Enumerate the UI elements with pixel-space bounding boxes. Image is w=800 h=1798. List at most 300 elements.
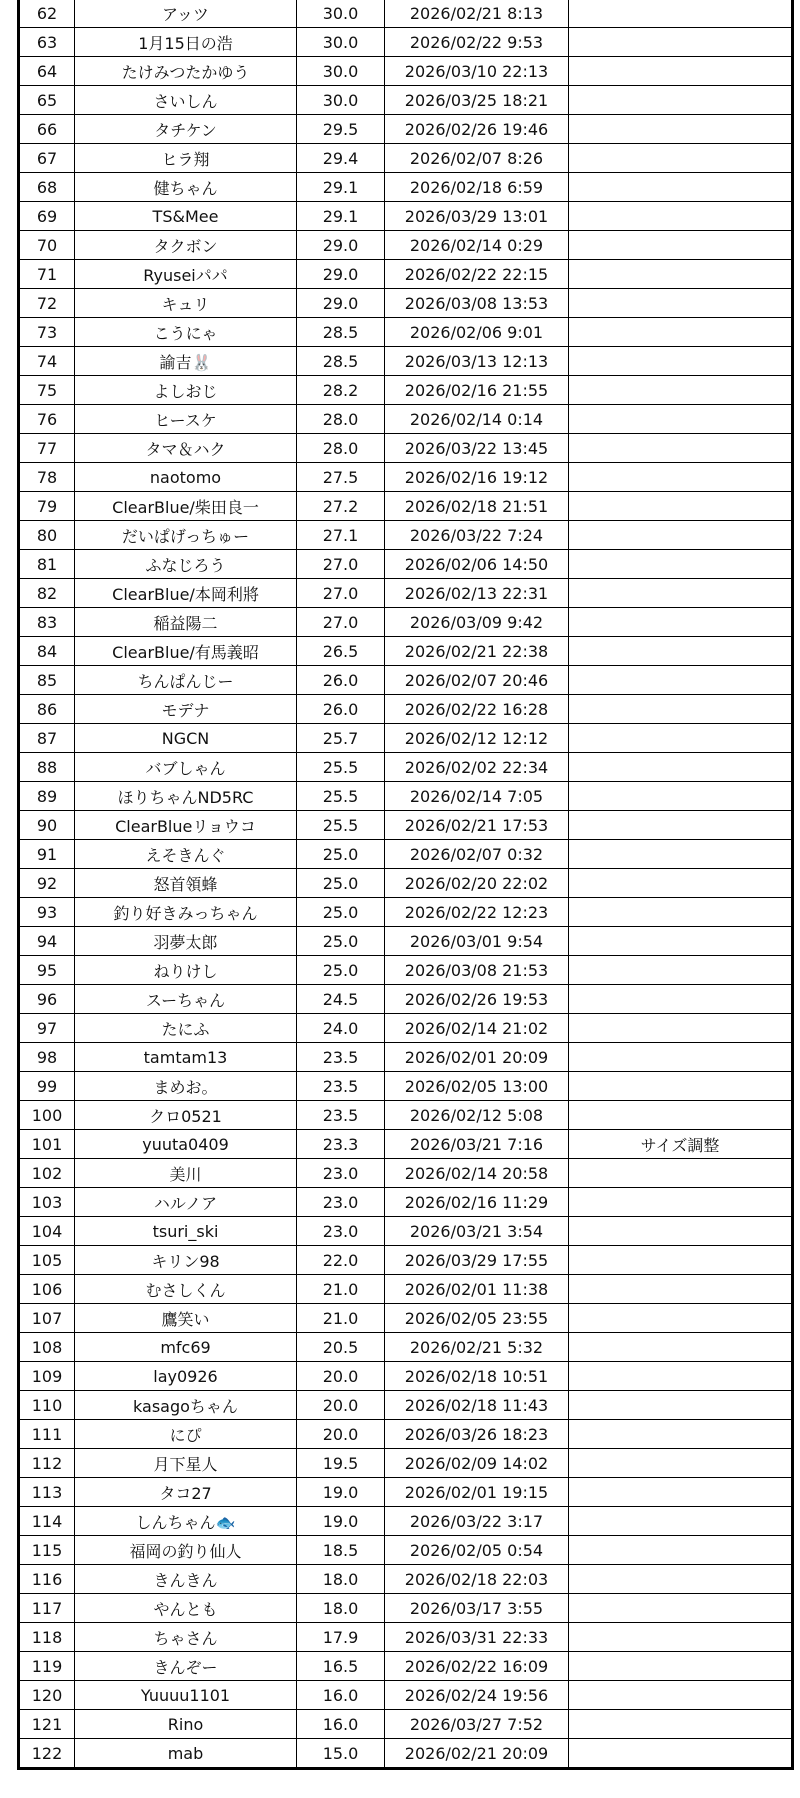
rank-cell: 62 [19, 0, 75, 28]
rank-cell: 88 [19, 753, 75, 782]
note-cell [569, 202, 793, 231]
datetime-cell: 2026/03/13 12:13 [385, 347, 569, 376]
table-row [19, 28, 793, 57]
angler-name-cell: Ryuseiパパ [75, 260, 297, 289]
note-cell [569, 492, 793, 521]
size-cell: 20.0 [297, 1420, 385, 1449]
note-cell [569, 1681, 793, 1710]
rank-cell: 102 [19, 1159, 75, 1188]
angler-name-cell: クロ0521 [75, 1101, 297, 1130]
size-cell: 24.5 [297, 985, 385, 1014]
note-cell [569, 115, 793, 144]
size-cell: 20.0 [297, 1391, 385, 1420]
datetime-cell: 2026/03/17 3:55 [385, 1594, 569, 1623]
datetime-cell: 2026/03/22 13:45 [385, 434, 569, 463]
datetime-cell: 2026/02/05 13:00 [385, 1072, 569, 1101]
note-cell [569, 434, 793, 463]
angler-name-cell: ClearBlue/柴田良一 [75, 492, 297, 521]
size-cell: 21.0 [297, 1304, 385, 1333]
rank-cell: 64 [19, 57, 75, 86]
note-cell [569, 1594, 793, 1623]
rank-cell: 68 [19, 173, 75, 202]
size-cell: 23.5 [297, 1043, 385, 1072]
size-cell: 20.0 [297, 1362, 385, 1391]
note-cell [569, 811, 793, 840]
size-cell: 19.0 [297, 1507, 385, 1536]
datetime-cell: 2026/02/22 16:09 [385, 1652, 569, 1681]
size-cell: 24.0 [297, 1014, 385, 1043]
datetime-cell: 2026/02/26 19:46 [385, 115, 569, 144]
datetime-cell: 2026/03/21 7:16 [385, 1130, 569, 1159]
datetime-cell: 2026/03/27 7:52 [385, 1710, 569, 1739]
size-cell: 25.0 [297, 927, 385, 956]
datetime-cell: 2026/02/18 21:51 [385, 492, 569, 521]
angler-name-cell: 月下星人 [75, 1449, 297, 1478]
angler-name-cell: タコ27 [75, 1478, 297, 1507]
size-cell: 19.0 [297, 1478, 385, 1507]
rank-cell: 116 [19, 1565, 75, 1594]
angler-name-cell: Rino [75, 1710, 297, 1739]
note-cell [569, 1536, 793, 1565]
table-row [19, 1420, 793, 1449]
size-cell: 27.0 [297, 608, 385, 637]
rank-cell: 105 [19, 1246, 75, 1275]
datetime-cell: 2026/02/01 11:38 [385, 1275, 569, 1304]
angler-name-cell: ハルノア [75, 1188, 297, 1217]
size-cell: 27.0 [297, 579, 385, 608]
table-row [19, 1507, 793, 1536]
note-cell [569, 1101, 793, 1130]
datetime-cell: 2026/02/22 12:23 [385, 898, 569, 927]
note-cell [569, 1449, 793, 1478]
rank-cell: 72 [19, 289, 75, 318]
datetime-cell: 2026/03/09 9:42 [385, 608, 569, 637]
size-cell: 21.0 [297, 1275, 385, 1304]
rank-cell: 85 [19, 666, 75, 695]
table-row [19, 579, 793, 608]
note-cell [569, 1391, 793, 1420]
note-cell: サイズ調整 [569, 1130, 793, 1159]
angler-name-cell: きんきん [75, 1565, 297, 1594]
angler-name-cell: タクボン [75, 231, 297, 260]
note-cell [569, 1739, 793, 1769]
size-cell: 29.1 [297, 173, 385, 202]
size-cell: 22.0 [297, 1246, 385, 1275]
angler-name-cell: ちゃさん [75, 1623, 297, 1652]
angler-name-cell: キュリ [75, 289, 297, 318]
datetime-cell: 2026/02/02 22:34 [385, 753, 569, 782]
table-row [19, 1275, 793, 1304]
size-cell: 29.5 [297, 115, 385, 144]
table-row [19, 608, 793, 637]
size-cell: 28.5 [297, 347, 385, 376]
datetime-cell: 2026/02/14 0:14 [385, 405, 569, 434]
datetime-cell: 2026/03/01 9:54 [385, 927, 569, 956]
angler-name-cell: 福岡の釣り仙人 [75, 1536, 297, 1565]
size-cell: 28.0 [297, 405, 385, 434]
note-cell [569, 985, 793, 1014]
angler-name-cell: たけみつたかゆう [75, 57, 297, 86]
size-cell: 15.0 [297, 1739, 385, 1769]
angler-name-cell: ヒースケ [75, 405, 297, 434]
angler-name-cell: しんちゃん🐟 [75, 1507, 297, 1536]
note-cell [569, 144, 793, 173]
rank-cell: 92 [19, 869, 75, 898]
note-cell [569, 1217, 793, 1246]
table-row [19, 1449, 793, 1478]
angler-name-cell: こうにゃ [75, 318, 297, 347]
angler-name-cell: にぴ [75, 1420, 297, 1449]
rank-cell: 101 [19, 1130, 75, 1159]
rank-cell: 117 [19, 1594, 75, 1623]
rank-cell: 118 [19, 1623, 75, 1652]
datetime-cell: 2026/03/22 7:24 [385, 521, 569, 550]
angler-name-cell: ちんぱんじー [75, 666, 297, 695]
note-cell [569, 318, 793, 347]
angler-name-cell: 諭吉🐰 [75, 347, 297, 376]
rank-cell: 103 [19, 1188, 75, 1217]
angler-name-cell: tsuri_ski [75, 1217, 297, 1246]
table-row [19, 86, 793, 115]
note-cell [569, 666, 793, 695]
rank-cell: 99 [19, 1072, 75, 1101]
rank-cell: 79 [19, 492, 75, 521]
angler-name-cell: やんとも [75, 1594, 297, 1623]
size-cell: 26.5 [297, 637, 385, 666]
size-cell: 25.0 [297, 956, 385, 985]
table-row [19, 1246, 793, 1275]
angler-name-cell: きんぞー [75, 1652, 297, 1681]
table-row [19, 0, 793, 28]
angler-name-cell: ヒラ翔 [75, 144, 297, 173]
datetime-cell: 2026/02/21 17:53 [385, 811, 569, 840]
size-cell: 23.0 [297, 1188, 385, 1217]
table-row [19, 782, 793, 811]
datetime-cell: 2026/03/08 21:53 [385, 956, 569, 985]
datetime-cell: 2026/02/14 7:05 [385, 782, 569, 811]
angler-name-cell: lay0926 [75, 1362, 297, 1391]
note-cell [569, 608, 793, 637]
angler-name-cell: Yuuuu1101 [75, 1681, 297, 1710]
table-row [19, 492, 793, 521]
angler-name-cell: 1月15日の浩 [75, 28, 297, 57]
note-cell [569, 869, 793, 898]
table-row [19, 144, 793, 173]
datetime-cell: 2026/03/08 13:53 [385, 289, 569, 318]
rank-cell: 111 [19, 1420, 75, 1449]
rank-cell: 109 [19, 1362, 75, 1391]
datetime-cell: 2026/02/22 16:28 [385, 695, 569, 724]
table-row [19, 724, 793, 753]
rank-cell: 83 [19, 608, 75, 637]
datetime-cell: 2026/02/21 5:32 [385, 1333, 569, 1362]
ranking-table-body [19, 0, 793, 1769]
size-cell: 20.5 [297, 1333, 385, 1362]
size-cell: 25.5 [297, 811, 385, 840]
rank-cell: 75 [19, 376, 75, 405]
rank-cell: 119 [19, 1652, 75, 1681]
note-cell [569, 1072, 793, 1101]
note-cell [569, 1304, 793, 1333]
angler-name-cell: さいしん [75, 86, 297, 115]
datetime-cell: 2026/03/31 22:33 [385, 1623, 569, 1652]
table-row [19, 521, 793, 550]
table-row [19, 57, 793, 86]
note-cell [569, 1507, 793, 1536]
size-cell: 27.0 [297, 550, 385, 579]
note-cell [569, 1275, 793, 1304]
note-cell [569, 1478, 793, 1507]
angler-name-cell: tamtam13 [75, 1043, 297, 1072]
size-cell: 25.7 [297, 724, 385, 753]
rank-cell: 97 [19, 1014, 75, 1043]
rank-cell: 77 [19, 434, 75, 463]
note-cell [569, 1652, 793, 1681]
angler-name-cell: 美川 [75, 1159, 297, 1188]
rank-cell: 87 [19, 724, 75, 753]
angler-name-cell: 怒首領蜂 [75, 869, 297, 898]
datetime-cell: 2026/02/09 14:02 [385, 1449, 569, 1478]
angler-name-cell: モデナ [75, 695, 297, 724]
size-cell: 16.0 [297, 1710, 385, 1739]
datetime-cell: 2026/02/18 22:03 [385, 1565, 569, 1594]
note-cell [569, 521, 793, 550]
table-row [19, 463, 793, 492]
table-row [19, 1681, 793, 1710]
angler-name-cell: ふなじろう [75, 550, 297, 579]
angler-name-cell: ClearBlue/有馬義昭 [75, 637, 297, 666]
size-cell: 28.5 [297, 318, 385, 347]
table-row [19, 231, 793, 260]
size-cell: 17.9 [297, 1623, 385, 1652]
table-row [19, 1623, 793, 1652]
size-cell: 25.5 [297, 782, 385, 811]
rank-cell: 98 [19, 1043, 75, 1072]
datetime-cell: 2026/02/05 0:54 [385, 1536, 569, 1565]
note-cell [569, 1043, 793, 1072]
angler-name-cell: ねりけし [75, 956, 297, 985]
size-cell: 23.5 [297, 1072, 385, 1101]
datetime-cell: 2026/02/06 9:01 [385, 318, 569, 347]
rank-cell: 112 [19, 1449, 75, 1478]
table-row [19, 405, 793, 434]
angler-name-cell: 釣り好きみっちゃん [75, 898, 297, 927]
note-cell [569, 840, 793, 869]
angler-name-cell: 羽夢太郎 [75, 927, 297, 956]
datetime-cell: 2026/02/20 22:02 [385, 869, 569, 898]
note-cell [569, 695, 793, 724]
angler-name-cell: TS&Mee [75, 202, 297, 231]
size-cell: 30.0 [297, 57, 385, 86]
datetime-cell: 2026/02/24 19:56 [385, 1681, 569, 1710]
rank-cell: 110 [19, 1391, 75, 1420]
table-row [19, 1043, 793, 1072]
datetime-cell: 2026/02/06 14:50 [385, 550, 569, 579]
rank-cell: 90 [19, 811, 75, 840]
datetime-cell: 2026/03/10 22:13 [385, 57, 569, 86]
size-cell: 25.5 [297, 753, 385, 782]
datetime-cell: 2026/03/26 18:23 [385, 1420, 569, 1449]
rank-cell: 67 [19, 144, 75, 173]
note-cell [569, 579, 793, 608]
rank-cell: 114 [19, 1507, 75, 1536]
size-cell: 30.0 [297, 0, 385, 28]
datetime-cell: 2026/03/22 3:17 [385, 1507, 569, 1536]
datetime-cell: 2026/02/01 20:09 [385, 1043, 569, 1072]
rank-cell: 94 [19, 927, 75, 956]
angler-name-cell: だいぱげっちゅー [75, 521, 297, 550]
table-row [19, 1217, 793, 1246]
rank-cell: 122 [19, 1739, 75, 1769]
size-cell: 26.0 [297, 666, 385, 695]
note-cell [569, 260, 793, 289]
datetime-cell: 2026/02/07 0:32 [385, 840, 569, 869]
datetime-cell: 2026/02/14 21:02 [385, 1014, 569, 1043]
datetime-cell: 2026/02/12 12:12 [385, 724, 569, 753]
rank-cell: 66 [19, 115, 75, 144]
size-cell: 30.0 [297, 86, 385, 115]
size-cell: 25.0 [297, 869, 385, 898]
size-cell: 23.5 [297, 1101, 385, 1130]
rank-cell: 93 [19, 898, 75, 927]
datetime-cell: 2026/02/18 10:51 [385, 1362, 569, 1391]
angler-name-cell: アッツ [75, 0, 297, 28]
note-cell [569, 1565, 793, 1594]
table-row [19, 1304, 793, 1333]
datetime-cell: 2026/02/22 9:53 [385, 28, 569, 57]
table-row [19, 811, 793, 840]
note-cell [569, 463, 793, 492]
table-row [19, 434, 793, 463]
angler-name-cell: ほりちゃんND5RC [75, 782, 297, 811]
size-cell: 18.5 [297, 1536, 385, 1565]
angler-name-cell: 鷹笑い [75, 1304, 297, 1333]
note-cell [569, 0, 793, 28]
table-row [19, 1652, 793, 1681]
datetime-cell: 2026/03/25 18:21 [385, 86, 569, 115]
note-cell [569, 231, 793, 260]
datetime-cell: 2026/02/16 11:29 [385, 1188, 569, 1217]
datetime-cell: 2026/02/14 0:29 [385, 231, 569, 260]
rank-cell: 96 [19, 985, 75, 1014]
rank-cell: 107 [19, 1304, 75, 1333]
note-cell [569, 1333, 793, 1362]
angler-name-cell: 稲益陽二 [75, 608, 297, 637]
table-row [19, 1159, 793, 1188]
rank-cell: 95 [19, 956, 75, 985]
size-cell: 16.0 [297, 1681, 385, 1710]
size-cell: 26.0 [297, 695, 385, 724]
table-row [19, 695, 793, 724]
angler-name-cell: たにふ [75, 1014, 297, 1043]
datetime-cell: 2026/02/07 8:26 [385, 144, 569, 173]
note-cell [569, 1246, 793, 1275]
note-cell [569, 405, 793, 434]
table-row [19, 1101, 793, 1130]
rank-cell: 65 [19, 86, 75, 115]
table-row [19, 1014, 793, 1043]
size-cell: 25.0 [297, 840, 385, 869]
size-cell: 18.0 [297, 1565, 385, 1594]
note-cell [569, 289, 793, 318]
rank-cell: 76 [19, 405, 75, 434]
note-cell [569, 173, 793, 202]
note-cell [569, 956, 793, 985]
angler-name-cell: バブしゃん [75, 753, 297, 782]
table-row [19, 1739, 793, 1769]
size-cell: 18.0 [297, 1594, 385, 1623]
table-row [19, 1710, 793, 1739]
size-cell: 29.0 [297, 289, 385, 318]
note-cell [569, 550, 793, 579]
angler-name-cell: yuuta0409 [75, 1130, 297, 1159]
rank-cell: 121 [19, 1710, 75, 1739]
angler-name-cell: えそきんぐ [75, 840, 297, 869]
table-row [19, 753, 793, 782]
table-row [19, 202, 793, 231]
size-cell: 23.0 [297, 1217, 385, 1246]
note-cell [569, 86, 793, 115]
size-cell: 23.3 [297, 1130, 385, 1159]
rank-cell: 84 [19, 637, 75, 666]
size-cell: 29.4 [297, 144, 385, 173]
table-row [19, 1594, 793, 1623]
datetime-cell: 2026/02/26 19:53 [385, 985, 569, 1014]
datetime-cell: 2026/02/14 20:58 [385, 1159, 569, 1188]
table-row [19, 1478, 793, 1507]
rank-cell: 120 [19, 1681, 75, 1710]
table-row [19, 927, 793, 956]
table-row [19, 985, 793, 1014]
table-row [19, 666, 793, 695]
angler-name-cell: ClearBlue/本岡利將 [75, 579, 297, 608]
rank-cell: 82 [19, 579, 75, 608]
datetime-cell: 2026/02/18 6:59 [385, 173, 569, 202]
note-cell [569, 753, 793, 782]
angler-name-cell: kasagoちゃん [75, 1391, 297, 1420]
datetime-cell: 2026/02/21 20:09 [385, 1739, 569, 1769]
table-row [19, 550, 793, 579]
table-row [19, 1391, 793, 1420]
note-cell [569, 724, 793, 753]
rank-cell: 106 [19, 1275, 75, 1304]
table-row [19, 1536, 793, 1565]
datetime-cell: 2026/02/07 20:46 [385, 666, 569, 695]
datetime-cell: 2026/02/12 5:08 [385, 1101, 569, 1130]
table-row [19, 173, 793, 202]
size-cell: 16.5 [297, 1652, 385, 1681]
rank-cell: 86 [19, 695, 75, 724]
rank-cell: 113 [19, 1478, 75, 1507]
rank-cell: 63 [19, 28, 75, 57]
table-row [19, 289, 793, 318]
rank-cell: 91 [19, 840, 75, 869]
ranking-table [17, 0, 794, 1770]
angler-name-cell: キリン98 [75, 1246, 297, 1275]
datetime-cell: 2026/02/05 23:55 [385, 1304, 569, 1333]
note-cell [569, 1623, 793, 1652]
rank-cell: 89 [19, 782, 75, 811]
rank-cell: 108 [19, 1333, 75, 1362]
note-cell [569, 1014, 793, 1043]
angler-name-cell: naotomo [75, 463, 297, 492]
datetime-cell: 2026/03/29 13:01 [385, 202, 569, 231]
table-row [19, 956, 793, 985]
angler-name-cell: mfc69 [75, 1333, 297, 1362]
table-row [19, 347, 793, 376]
datetime-cell: 2026/02/16 19:12 [385, 463, 569, 492]
table-row [19, 1130, 793, 1159]
